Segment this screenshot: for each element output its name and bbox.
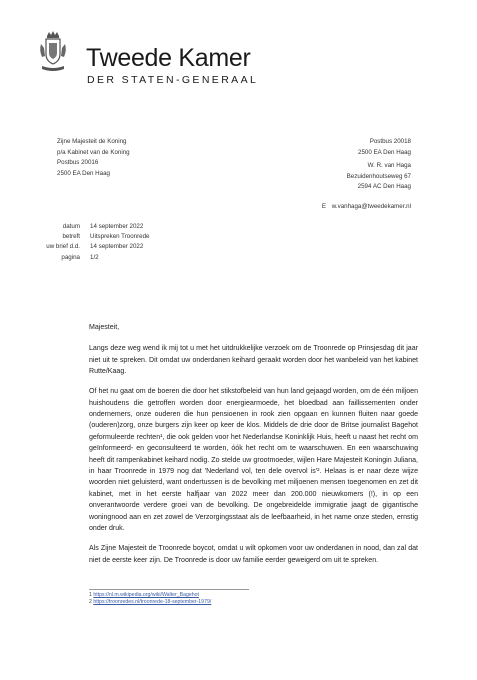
sender-email[interactable]: w.vanhaga@tweedekamer.nl [331,202,411,210]
sender-address [322,137,411,212]
footnote-link[interactable]: https://nl.m.wikipedia.org/wiki/Walter_Bagehot [93,592,199,598]
footnote-link[interactable]: https://troonredes.nl/troonrede-18-september-1979/ [93,599,212,606]
meta-label: betreft [62,233,80,241]
sender-email-line [322,202,411,213]
recipient-line: Zijne Majesteit de Koning [57,138,127,145]
org-name: Tweede Kamer [86,44,251,72]
meta-label: pagina [61,253,80,261]
meta-label: datum [62,223,80,230]
paragraph: Als Zijne Majesteit de Troonrede boycot, omdat u wilt opkomen voor uw onderdanen in nood, dan zal dat niet de eerste keer zijn. De Troonrede is door uw familie eerder geweigerd om uit te spreken. [89,545,418,564]
paragraph: Langs deze weg wend ik mij tot u met het uitdrukkelijke verzoek om de Troonrede op Prinsjesdag dit jaar niet uit te spreken. Dit omdat uw onderdanen keihard geraakt worden door het wanbeleid van het kabinet Rutte/Kaag. [89,345,418,376]
sender-line: 2500 EA Den Haag [358,148,411,156]
meta-value: 14 september 2022 [90,243,144,251]
recipient-line: p/a Kabinet van de Koning [57,148,130,156]
email-label: E [321,202,327,210]
footnote [89,592,249,599]
footnotes [89,589,249,606]
recipient-line: Postbus 20016 [57,159,99,166]
meta-value: 1/2 [90,253,99,261]
coat-of-arms-icon [38,30,68,74]
sender-line: Bezuidenhoutseweg 67 [346,172,411,180]
meta-value: 14 september 2022 [90,223,144,230]
letter-body [89,322,418,575]
org-subtitle: DER STATEN-GENERAAL [87,74,259,86]
meta-value: Uitspreken Troonrede [90,233,150,241]
meta-label: uw brief d.d. [46,243,80,251]
recipient-address [57,137,130,179]
footnote [89,599,249,606]
paragraph: Of het nu gaat om de boeren die door het stikstofbeleid van hun land gejaagd worden, om de één miljoen huishoudens die getroffen worden door energiearmoede, het bloedbad aan faillissementen onder ondernemers, onze ouderen die hun pensioenen in rook zien opgaan en kunnen fluiten naar goede (ouderen)zorg, onze burgers zijn keer op keer de klos. Middels de drie door de Britse journalist Bagehot geformuleerde rechten¹, die ook gelden voor het Nederlandse Koninklijk Huis, heeft u naast het recht om geïnformeerd- en geconsulteerd te worden, óók het recht om te waarschuwen. En een waarschuwing heeft dit rampenkabinet keihard nodig. Zo stelde uw grootmoeder, wijlen Hare Majesteit Koningin Juliana, in haar Troonrede in 1979 nog dat 'Nederland vol, ten dele overvol is'². Helaas is er naar deze wijze woorden niet geluisterd, want ondertussen is de bevolking met miljoenen mensen toegenomen en zet dit kabinet, met in het eerste halfjaar van 2022 meer dan 200.000 nieuwkomers (!), in op een onverantwoorde verdere groei van de bevolking. De ongebreidelde immigratie jaagt de gigantische woningnood aan en zet zowel de Verzorgingsstaat als de leefbaarheid, in het name onze steden, ernstig onder druk. [89,388,418,533]
salutation: Majesteit, [89,324,120,331]
footnote-number: 2 [89,599,92,606]
footnote-number: 1 [89,592,92,598]
sender-line: W. R. van Haga [367,162,411,169]
sender-line: Postbus 20018 [369,138,411,145]
recipient-line: 2500 EA Den Haag [57,169,110,177]
sender-line: 2594 AC Den Haag [357,183,411,190]
